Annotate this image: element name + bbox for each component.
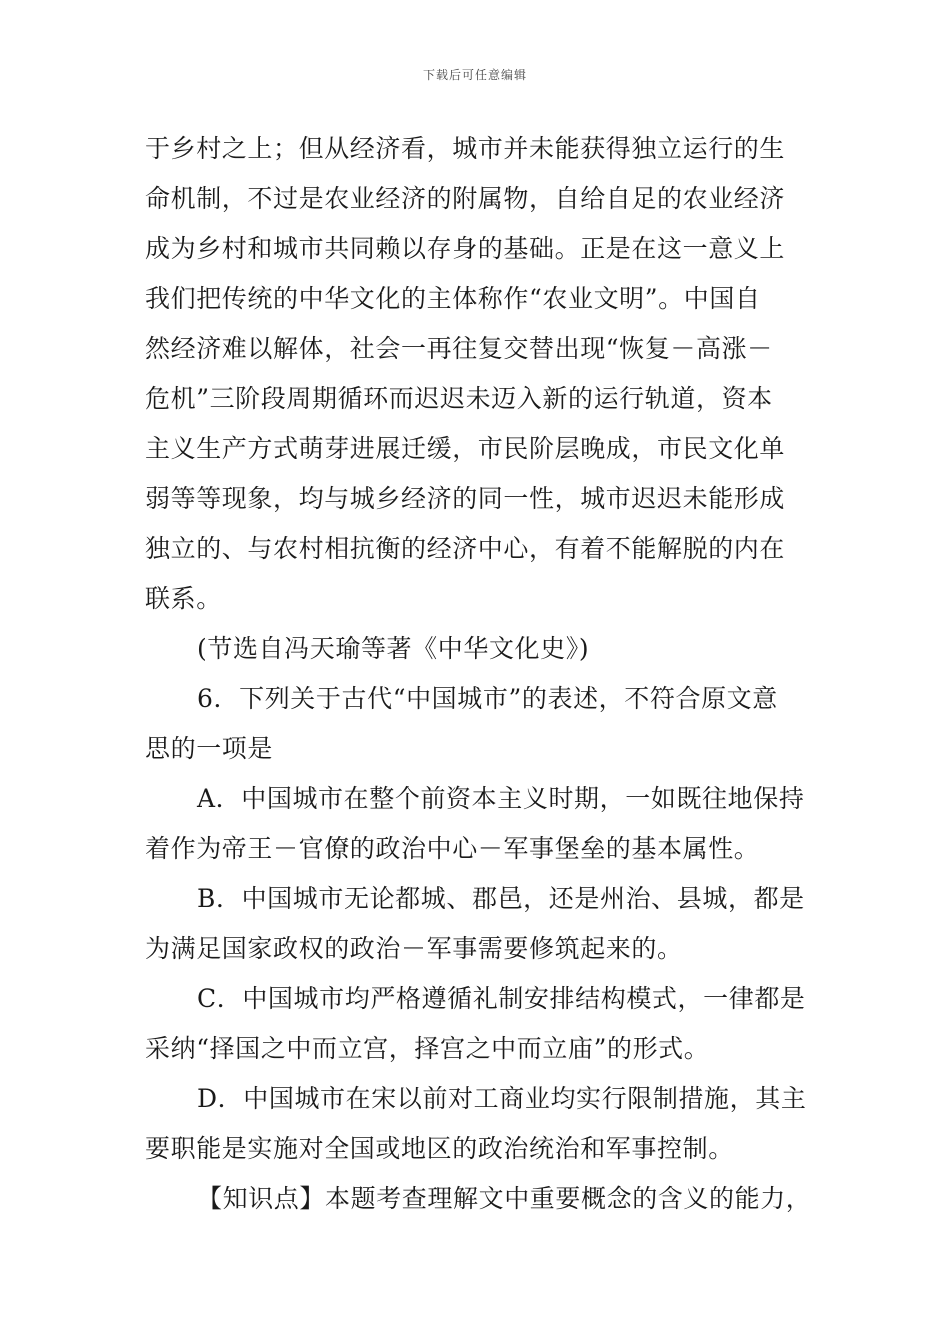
knowledge-point: 【知识点】本题考查理解文中重要概念的含义的能力，: [197, 1184, 812, 1213]
text-line: 成为乡村和城市共同赖以存身的基础。正是在这一意义上: [145, 234, 786, 263]
option-d-continued: 要职能是实施对全国或地区的政治统治和军事控制。: [145, 1134, 734, 1163]
option-a-continued: 着作为帝王－官僚的政治中心－军事堡垒的基本属性。: [145, 834, 760, 863]
text-line: 命机制，不过是农业经济的附属物，自给自足的农业经济: [145, 184, 786, 213]
option-b: B．中国城市无论都城、郡邑，还是州治、县城，都是: [197, 884, 805, 913]
question-stem: 6．下列关于古代“中国城市”的表述，不符合原文意: [197, 684, 778, 713]
text-line: 我们把传统的中华文化的主体称作“农业文明”。中国自: [145, 284, 761, 313]
option-c-continued: 采纳“择国之中而立宫，择宫之中而立庙”的形式。: [145, 1034, 710, 1063]
option-a: A．中国城市在整个前资本主义时期，一如既往地保持: [197, 784, 805, 813]
text-line: 然经济难以解体，社会一再往复交替出现“恢复－高涨－: [145, 334, 773, 363]
document-body: [145, 124, 813, 1224]
text-line: 弱等等现象，均与城乡经济的同一性，城市迟迟未能形成: [145, 484, 786, 513]
option-b-continued: 为满足国家政权的政治－军事需要修筑起来的。: [145, 934, 683, 963]
option-c: C．中国城市均严格遵循礼制安排结构模式，一律都是: [197, 984, 806, 1013]
text-line: 危机”三阶段周期循环而迟迟未迈入新的运行轨道，资本: [145, 384, 773, 413]
text-line: 主义生产方式萌芽进展迁缓，市民阶层晚成，市民文化单: [145, 434, 786, 463]
text-line: 独立的、与农村相抗衡的经济中心，有着不能解脱的内在: [145, 534, 786, 563]
page-header: 下载后可任意编辑: [422, 68, 527, 82]
text-line: 联系。: [145, 584, 222, 613]
question-stem-continued: 思的一项是: [145, 734, 274, 763]
option-d: D．中国城市在宋以前对工商业均实行限制措施，其主: [197, 1084, 807, 1113]
text-line: 于乡村之上；但从经济看，城市并未能获得独立运行的生: [145, 134, 786, 163]
source-citation: (节选自冯天瑜等著《中华文化史》): [197, 634, 590, 663]
